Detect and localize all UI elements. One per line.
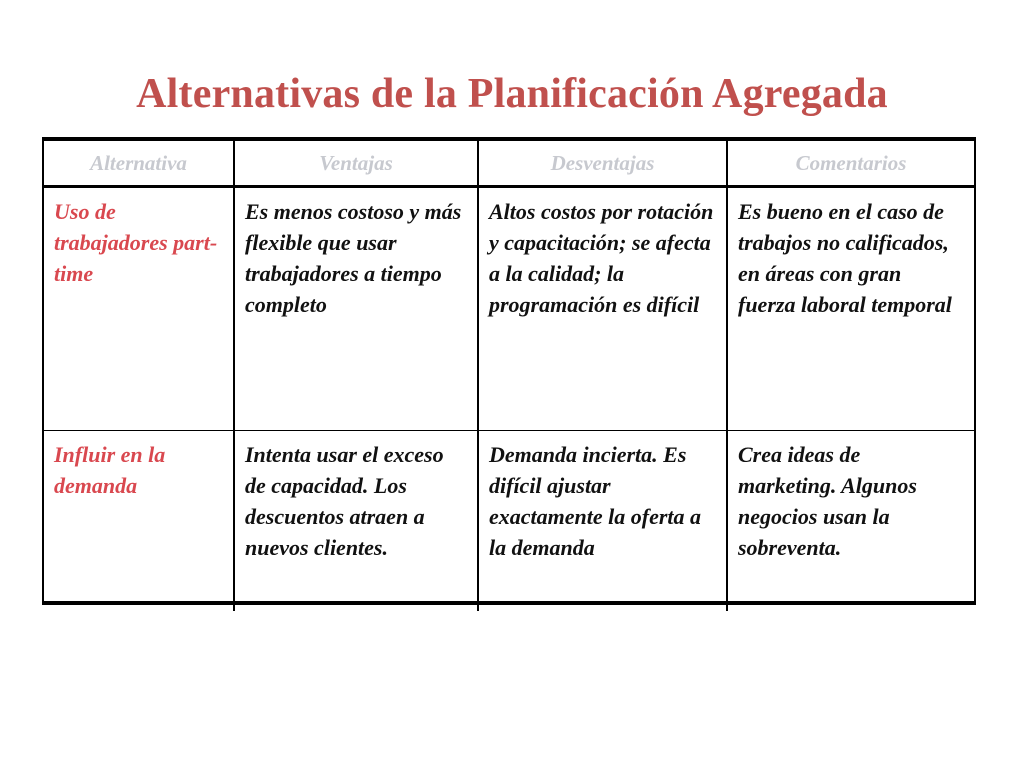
alternatives-table-container bbox=[42, 137, 976, 605]
header-comentarios: Comentarios bbox=[727, 141, 974, 187]
slide-title: Alternativas de la Planificación Agregada bbox=[136, 71, 888, 117]
table-row bbox=[44, 431, 974, 612]
header-desventajas: Desventajas bbox=[478, 141, 727, 187]
cell-alternativa: Influir en la demanda bbox=[44, 431, 234, 612]
table-row bbox=[44, 187, 974, 431]
cell-comentarios: Es bueno en el caso de trabajos no calificados, en áreas con gran fuerza laboral temporal bbox=[727, 187, 974, 431]
cell-comentarios: Crea ideas de marketing. Algunos negocios usan la sobreventa. bbox=[727, 431, 974, 612]
header-alternativa: Alternativa bbox=[44, 141, 234, 187]
alternatives-table bbox=[44, 141, 974, 611]
cell-ventajas: Es menos costoso y más flexible que usar trabajadores a tiempo completo bbox=[234, 187, 478, 431]
table-header-row bbox=[44, 141, 974, 187]
header-ventajas: Ventajas bbox=[234, 141, 478, 187]
cell-ventajas: Intenta usar el exceso de capacidad. Los descuentos atraen a nuevos clientes. bbox=[234, 431, 478, 612]
cell-alternativa: Uso de trabajadores part-time bbox=[44, 187, 234, 431]
cell-desventajas: Demanda incierta. Es difícil ajustar exactamente la oferta a la demanda bbox=[478, 431, 727, 612]
cell-desventajas: Altos costos por rotación y capacitación; se afecta a la calidad; la programación es difícil bbox=[478, 187, 727, 431]
